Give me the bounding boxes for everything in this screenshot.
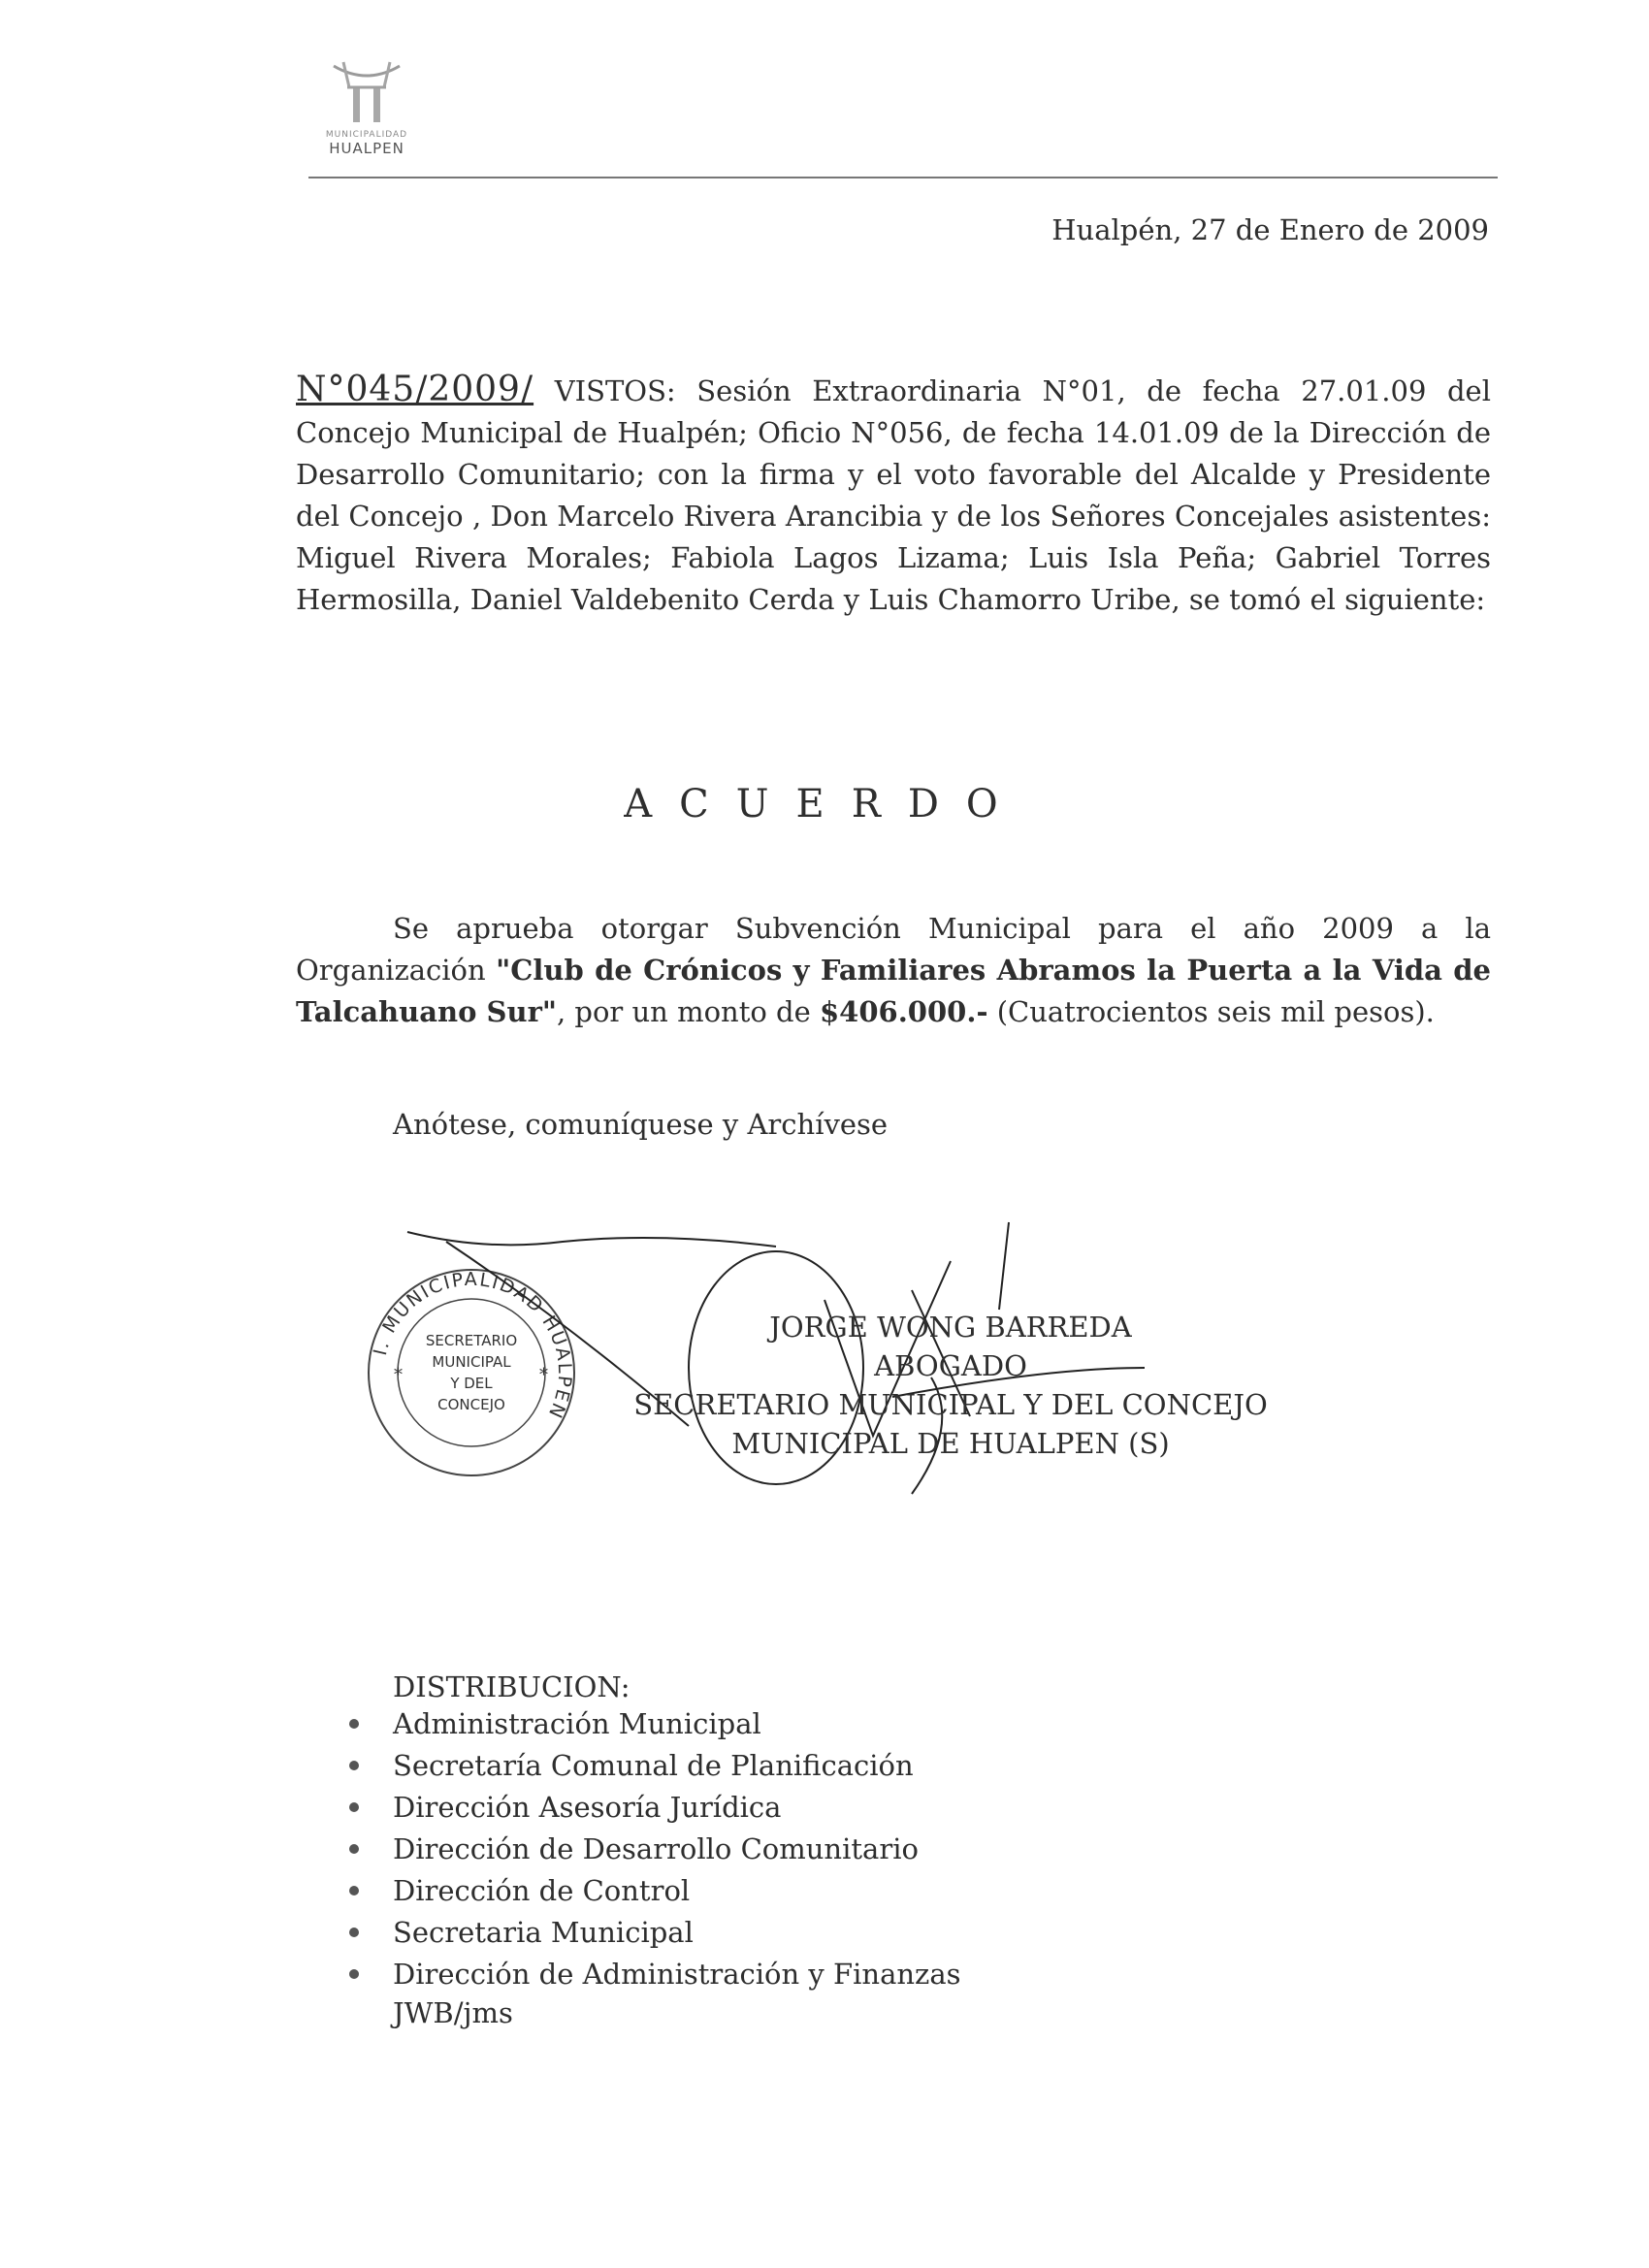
closing-formula: Anótese, comuníquese y Archívese [393, 1108, 889, 1141]
stamp-line-1: SECRETARIO [425, 1332, 518, 1349]
list-item: Dirección de Control [393, 1870, 961, 1912]
bullet-icon [349, 1761, 359, 1770]
bullet-icon [349, 1886, 359, 1895]
reference-initials: JWB/jms [393, 1996, 513, 2029]
agreement-number: N°045/2009/ [296, 370, 534, 409]
stamp-outer-text: I. MUNICIPALIDAD HUALPEN [369, 1268, 576, 1423]
list-item: Dirección de Administración y Finanzas [393, 1954, 961, 1995]
logo-caption: MUNICIPALIDAD [325, 130, 408, 140]
distribution-title: DISTRIBUCION: [393, 1670, 630, 1703]
resolution-paragraph [296, 908, 1491, 1033]
resolution-text-2: , por un monto de [556, 995, 820, 1028]
organization-name: "Club de Crónicos y Familiares Abramos la Puerta a la Vida de Talcahuano Sur" [296, 954, 1491, 1028]
signer-name: JORGE WONG BARREDA [769, 1311, 1132, 1344]
logo-name: HUALPEN [329, 140, 404, 157]
bullet-icon [349, 1928, 359, 1937]
header-divider [308, 177, 1498, 178]
list-item: Secretaría Comunal de Planificación [393, 1745, 961, 1787]
crest-icon [328, 58, 405, 128]
list-item: Secretaria Municipal [393, 1912, 961, 1954]
bullet-icon [349, 1969, 359, 1979]
municipal-logo [308, 58, 425, 175]
list-item: Dirección de Desarrollo Comunitario [393, 1829, 961, 1870]
stamp-star-icon: * [394, 1365, 403, 1385]
vistos-text: VISTOS: Sesión Extraordinaria N°01, de fecha 27.01.09 del Concejo Municipal de Hualpén; Oficio N°056, de fecha 14.01.09 de la Dirección de Desarrollo Comunitario; con la firma y el voto favorable del Alcalde y Presidente del Concejo , Don Marcelo Rivera Arancibia y de los Señores Concejales asistentes: Miguel Rivera Morales; Fabiola Lagos Lizama; Luis Isla Peña; Gabriel Torres Hermosilla, Daniel Valdebenito Cerda y Luis Chamorro Uribe, se tomó el siguiente: [296, 374, 1491, 616]
resolution-text-1: Se aprueba otorgar Subvención Municipal para el año 2009 a la Organización [296, 912, 1491, 987]
bullet-icon [349, 1802, 359, 1812]
list-item: Administración Municipal [393, 1703, 961, 1745]
signer-role-2: MUNICIPAL DE HUALPEN (S) [731, 1427, 1170, 1460]
signer-title: ABOGADO [874, 1349, 1027, 1382]
vistos-paragraph [296, 369, 1491, 621]
stamp-line-2: MUNICIPAL [432, 1353, 511, 1371]
acuerdo-heading: ACUERDO [624, 782, 1025, 826]
resolution-text-3: (Cuatrocientos seis mil pesos). [987, 995, 1435, 1028]
bullet-icon [349, 1719, 359, 1729]
list-item: Dirección Asesoría Jurídica [393, 1787, 961, 1829]
stamp-line-4: CONCEJO [437, 1396, 505, 1413]
stamp-star-icon: * [539, 1365, 548, 1385]
document-date: Hualpén, 27 de Enero de 2009 [1051, 213, 1489, 246]
distribution-list [393, 1703, 961, 1995]
signature-block [601, 1308, 1300, 1463]
stamp-line-3: Y DEL [450, 1375, 493, 1392]
signer-role-1: SECRETARIO MUNICIPAL Y DEL CONCEJO [633, 1388, 1268, 1421]
subsidy-amount: $406.000.- [820, 995, 988, 1028]
bullet-icon [349, 1844, 359, 1854]
